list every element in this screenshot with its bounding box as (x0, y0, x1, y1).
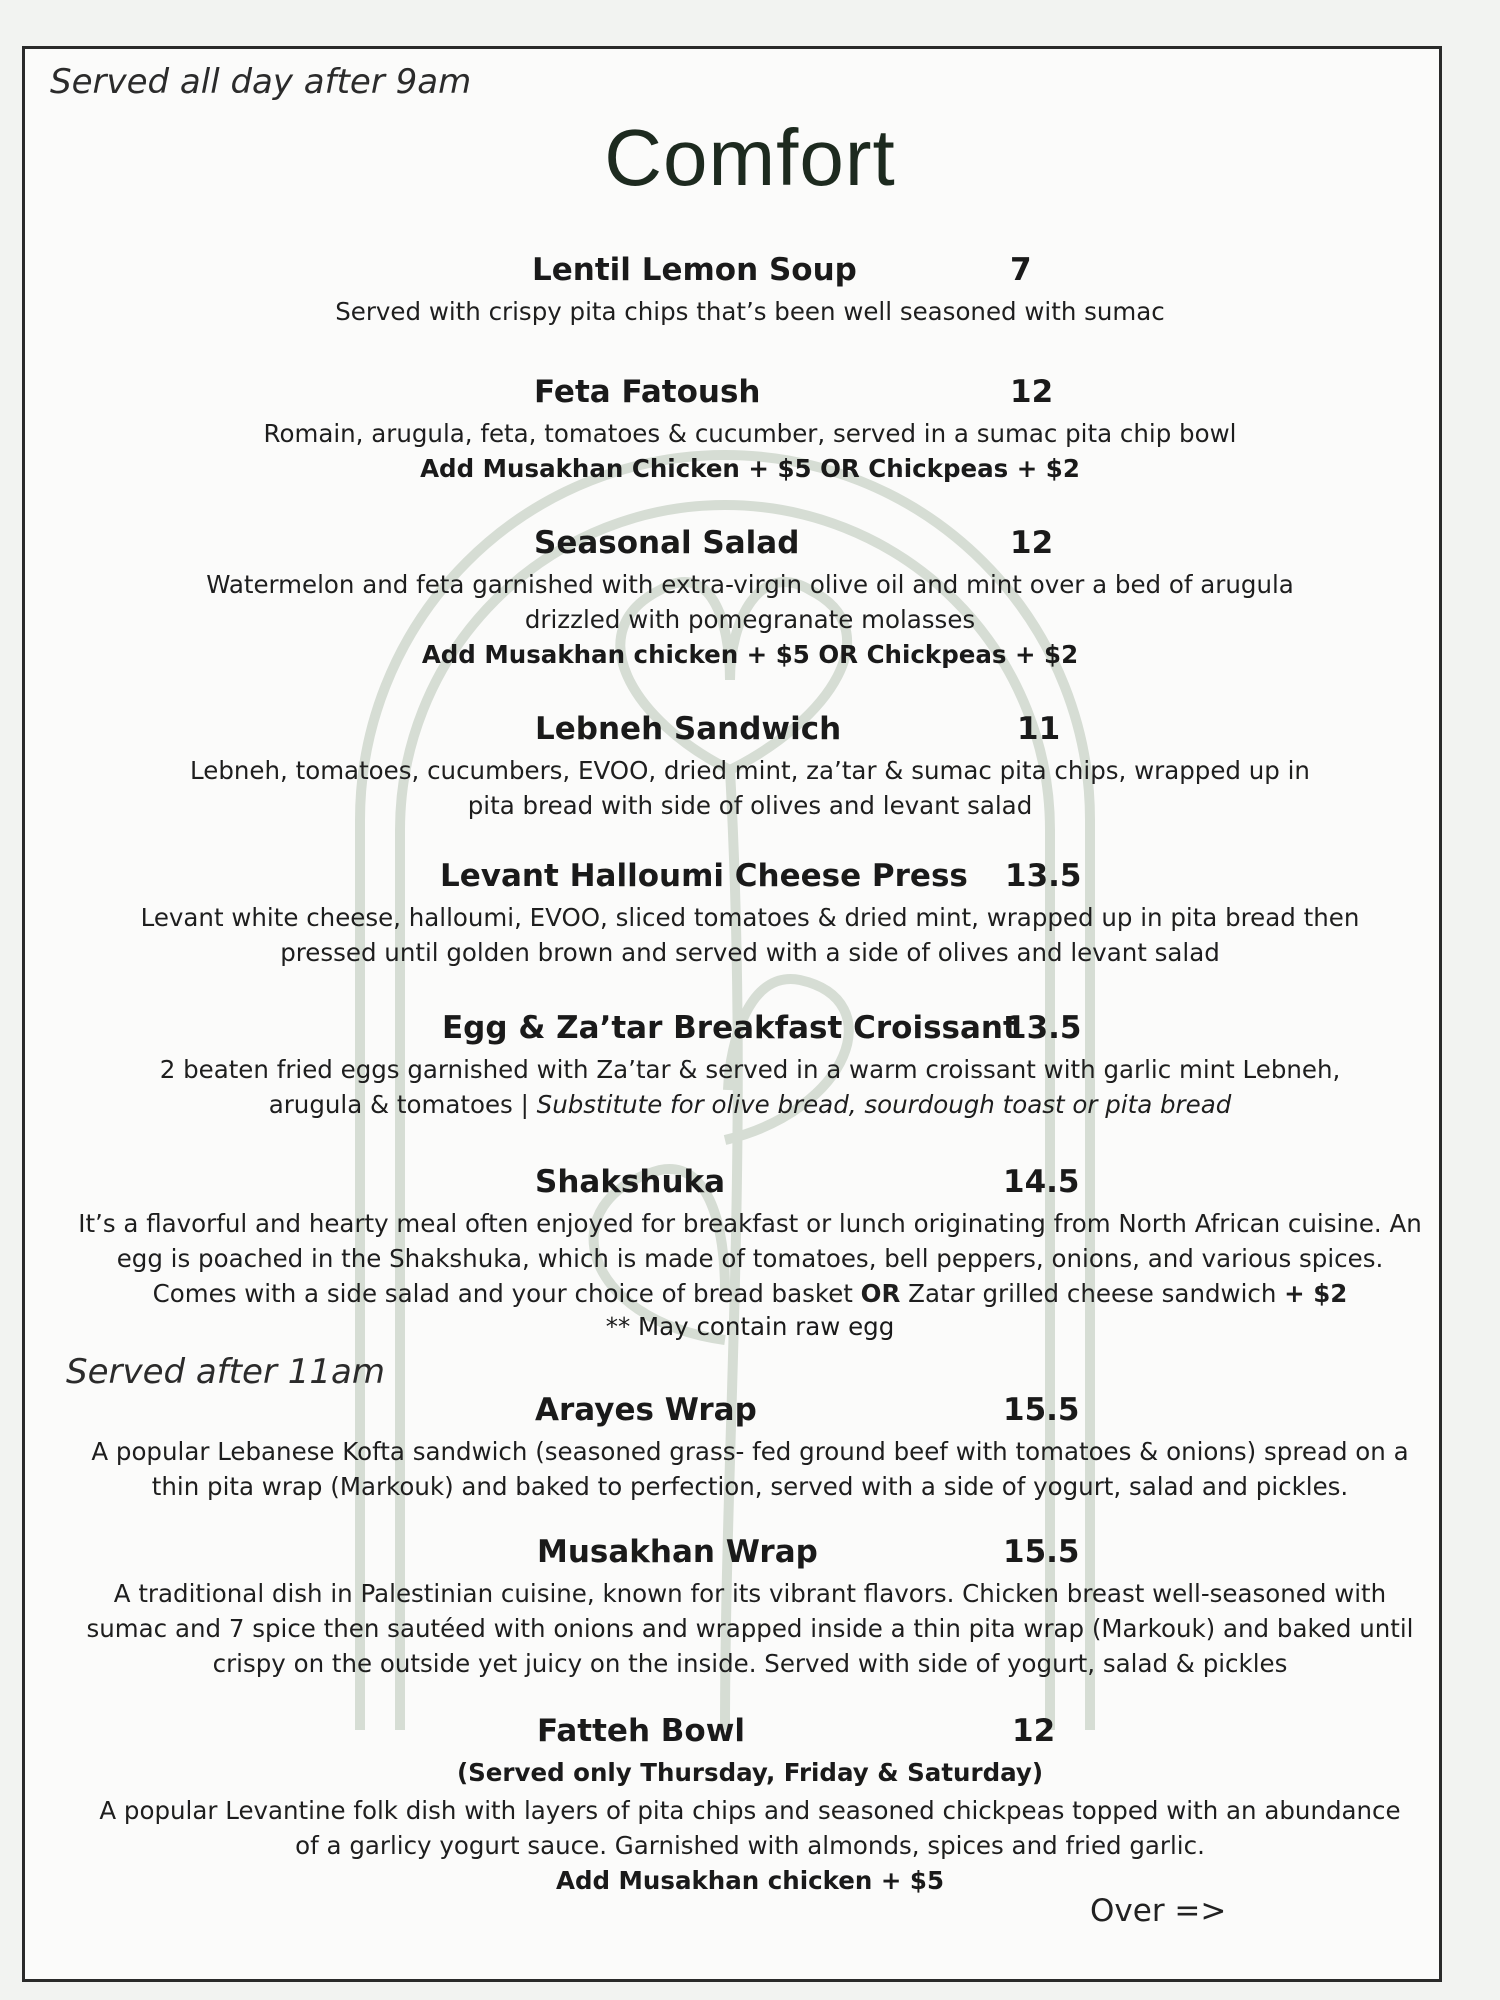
item-description (40, 567, 1460, 637)
menu-item-musakhan-wrap (40, 1534, 1460, 1681)
item-description-line: sumac and 7 spice then sautéed with onions and wrapped inside a thin pita wrap (Markouk) and baked until (86, 1614, 1414, 1643)
item-price: 11 (1017, 711, 1061, 747)
item-description (40, 1052, 1460, 1122)
menu-item-egg-zatar-breakfast-croissant (40, 1010, 1460, 1122)
item-description-line: A traditional dish in Palestinian cuisine, known for its vibrant flavors. Chicken breast well-seasoned with (113, 1579, 1387, 1608)
item-description (40, 1793, 1460, 1863)
item-name: Seasonal Salad (534, 525, 800, 561)
item-description (40, 900, 1460, 970)
item-description (40, 1206, 1460, 1311)
menu-item-lebneh-sandwich (40, 711, 1460, 823)
menu-item-levant-halloumi-cheese-press (40, 858, 1460, 970)
item-description-line: Levant white cheese, halloumi, EVOO, sliced tomatoes & dried mint, wrapped up in pita bread then (140, 903, 1360, 932)
item-add-on: Add Musakhan chicken + $5 (555, 1866, 944, 1895)
item-price: 15.5 (1003, 1534, 1080, 1570)
item-price: 12 (1010, 374, 1054, 410)
menu-item-arayes-wrap (40, 1392, 1460, 1504)
item-name: Arayes Wrap (535, 1392, 757, 1428)
menu-item-shakshuka (40, 1164, 1460, 1343)
item-description-part: Comes with a side salad and your choice of bread basket (152, 1279, 861, 1308)
item-name: Fatteh Bowl (537, 1713, 745, 1749)
item-name: Levant Halloumi Cheese Press (440, 858, 968, 894)
over-page-note: Over => (1090, 1893, 1227, 1929)
item-description-line: pressed until golden brown and served with a side of olives and levant salad (280, 938, 1220, 967)
item-description-line: drizzled with pomegranate molasses (524, 605, 976, 634)
item-description-line: crispy on the outside yet juicy on the inside. Served with side of yogurt, salad & pickles (212, 1649, 1288, 1678)
item-name: Egg & Za’tar Breakfast Croissant (442, 1010, 1018, 1046)
item-description: Romain, arugula, feta, tomatoes & cucumber, served in a sumac pita chip bowl (263, 419, 1237, 448)
item-name: Feta Fatoush (534, 374, 761, 410)
item-description-part: Zatar grilled cheese sandwich (900, 1279, 1285, 1308)
item-description-line (40, 1087, 1460, 1122)
served-all-day-note: Served all day after 9am (50, 62, 472, 102)
item-price: 7 (1010, 252, 1032, 288)
item-name: Musakhan Wrap (537, 1534, 818, 1570)
menu-item-seasonal-salad (40, 525, 1460, 673)
item-description-part: + $2 (1284, 1279, 1348, 1308)
item-add-on: Add Musakhan chicken + $5 OR Chickpeas + $2 (421, 640, 1079, 669)
item-description (40, 1434, 1460, 1504)
item-price: 12 (1012, 1713, 1056, 1749)
item-price: 15.5 (1003, 1392, 1080, 1428)
item-description-line: pita bread with side of olives and levant salad (467, 791, 1033, 820)
item-description-line: A popular Levantine folk dish with layers of pita chips and seasoned chickpeas topped with an abundance (99, 1796, 1401, 1825)
item-price: 13.5 (1005, 1010, 1082, 1046)
item-description-part: OR (860, 1279, 901, 1308)
item-description-line: of a garlicy yogurt sauce. Garnished with almonds, spices and fried garlic. (295, 1831, 1205, 1860)
item-add-on: Add Musakhan Chicken + $5 OR Chickpeas + $2 (420, 454, 1080, 483)
item-price: 14.5 (1003, 1164, 1080, 1200)
item-description-line (40, 1276, 1460, 1311)
item-price: 12 (1010, 525, 1054, 561)
item-price: 13.5 (1005, 858, 1082, 894)
item-description (40, 1576, 1460, 1681)
menu-item-fatteh-bowl (40, 1713, 1460, 1899)
menu-item-lentil-lemon-soup (40, 252, 1460, 329)
availability-note: (Served only Thursday, Friday & Saturday) (456, 1758, 1044, 1787)
item-description-line: It’s a flavorful and hearty meal often enjoyed for breakfast or lunch originating from North African cuisine. An (78, 1209, 1422, 1238)
item-description-line: A popular Lebanese Kofta sandwich (seasoned grass- fed ground beef with tomatoes & onions) spread on a (91, 1437, 1409, 1466)
item-description-line: Watermelon and feta garnished with extra-virgin olive oil and mint over a bed of arugula (206, 570, 1294, 599)
item-name: Lentil Lemon Soup (532, 252, 857, 288)
substitution-note: Substitute for olive bread, sourdough toast or pita bread (536, 1090, 1232, 1119)
item-name: Shakshuka (535, 1164, 726, 1200)
item-name: Lebneh Sandwich (535, 711, 842, 747)
item-description: Served with crispy pita chips that’s been well seasoned with sumac (335, 297, 1165, 326)
item-description-line: 2 beaten fried eggs garnished with Za’tar & served in a warm croissant with garlic mint Lebneh, (159, 1055, 1341, 1084)
item-description-line: egg is poached in the Shakshuka, which is made of tomatoes, bell peppers, onions, and various spices. (116, 1244, 1384, 1273)
item-description-part: arugula & tomatoes | (268, 1090, 537, 1119)
item-description-line: thin pita wrap (Markouk) and baked to perfection, served with a side of yogurt, salad and pickles. (151, 1472, 1349, 1501)
menu-item-feta-fatoush (40, 374, 1460, 487)
item-description-line: Lebneh, tomatoes, cucumbers, EVOO, dried mint, za’tar & sumac pita chips, wrapped up in (190, 756, 1310, 785)
menu-title: Comfort (604, 113, 896, 202)
raw-egg-warning: ** May contain raw egg (605, 1312, 895, 1341)
item-description (40, 753, 1460, 823)
served-after-11am-note: Served after 11am (66, 1352, 385, 1392)
